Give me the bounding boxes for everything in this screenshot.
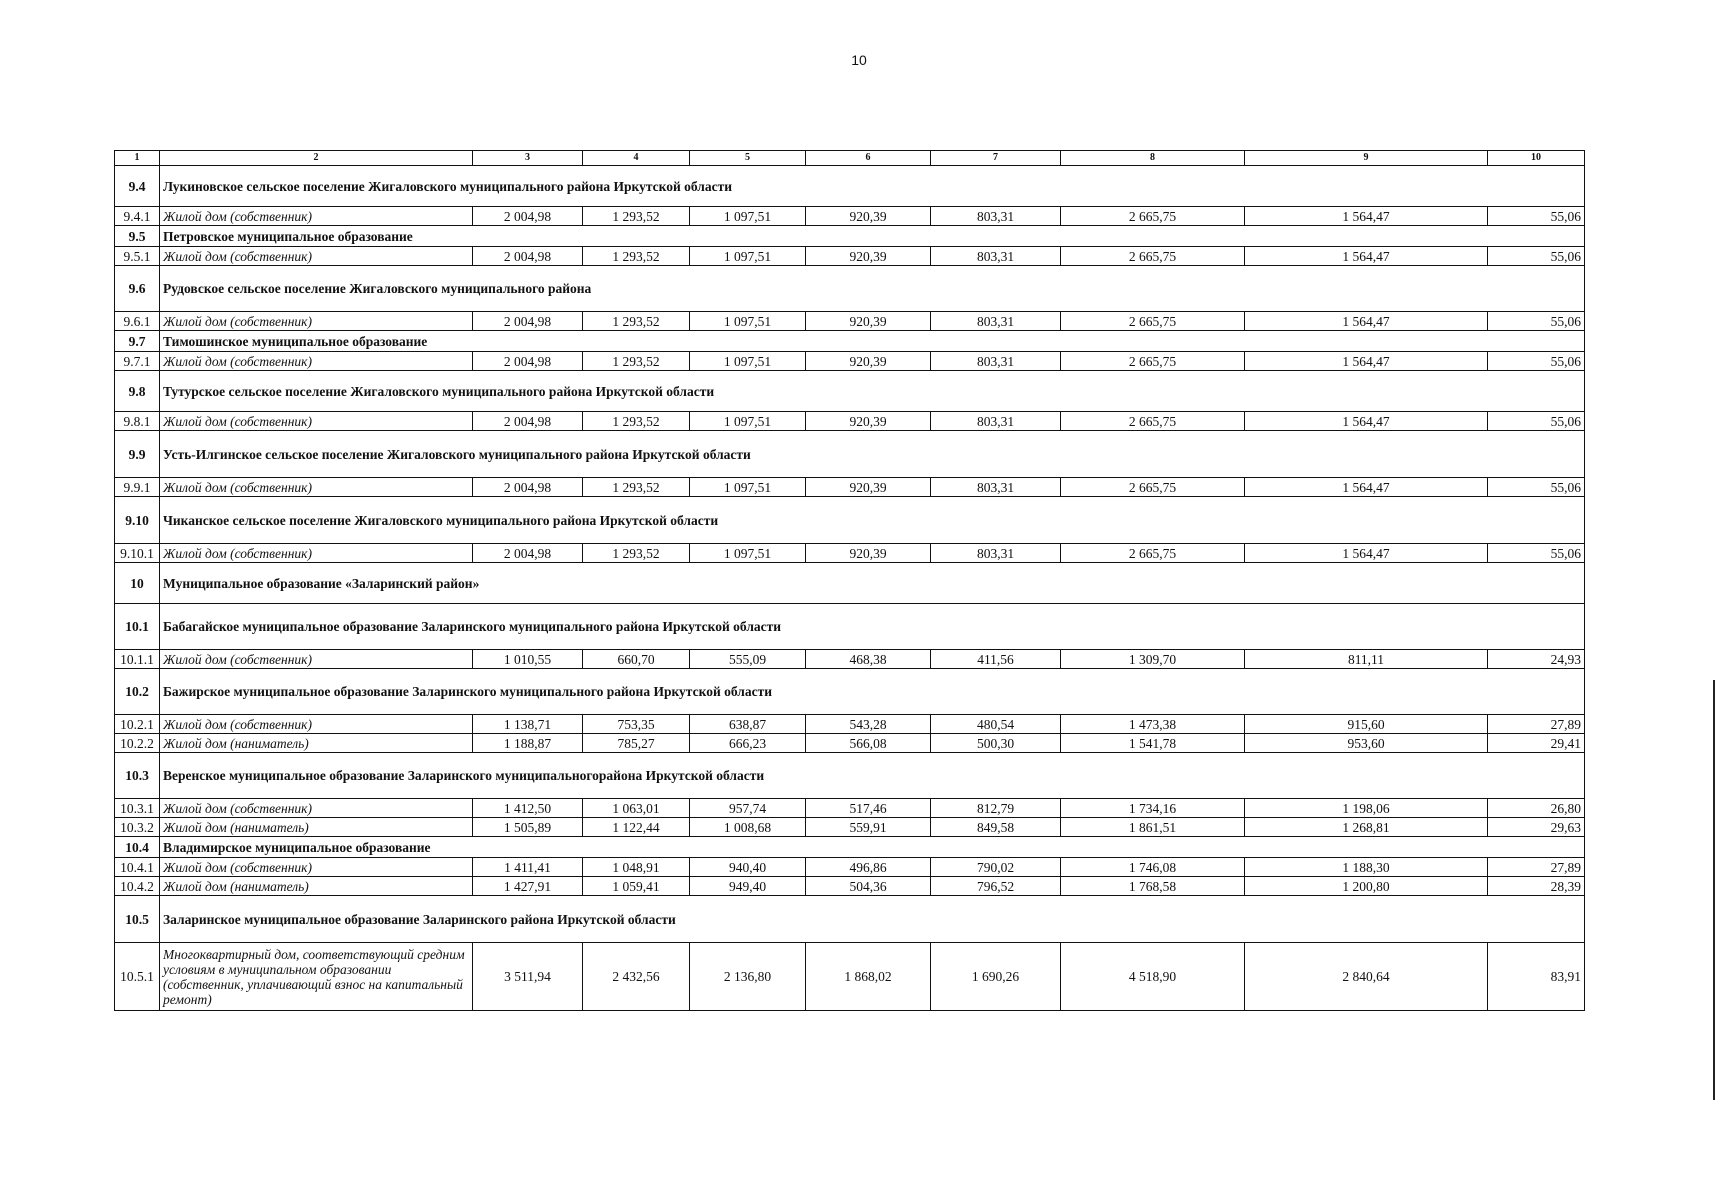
municipality-name: Бабагайское муниципальное образование Заларинского муниципального района Иркутской области: [160, 604, 1585, 650]
housing-type: Многоквартирный дом, соответствующий средним условиям в муниципальном образовании (собственник, уплачивающий взнос на капитальный ремонт): [160, 943, 473, 1011]
section-row: [115, 266, 1585, 312]
municipality-name: Веренское муниципальное образование Заларинского муниципальногорайона Иркутской области: [160, 753, 1585, 799]
value-cell: 1 861,51: [1061, 818, 1245, 837]
table-row: [115, 544, 1585, 563]
column-number-header: 8: [1061, 151, 1245, 166]
value-cell: 2 004,98: [473, 478, 583, 497]
value-cell: 1 868,02: [806, 943, 931, 1011]
value-cell: 2 432,56: [583, 943, 690, 1011]
housing-type: Жилой дом (собственник): [160, 207, 473, 226]
value-cell: 811,11: [1245, 650, 1488, 669]
table-header-row: [115, 151, 1585, 166]
column-number-header: 3: [473, 151, 583, 166]
scan-edge-mark: [1713, 680, 1715, 1100]
row-code: 9.9: [115, 431, 160, 478]
row-code: 9.7: [115, 331, 160, 352]
value-cell: 803,31: [931, 412, 1061, 431]
value-cell: 1 097,51: [690, 412, 806, 431]
row-code: 10.4.2: [115, 877, 160, 896]
value-cell: 1 564,47: [1245, 352, 1488, 371]
row-code: 9.10.1: [115, 544, 160, 563]
row-code: 9.5.1: [115, 247, 160, 266]
municipality-name: Бажирское муниципальное образование Заларинского муниципального района Иркутской области: [160, 669, 1585, 715]
value-cell: 29,41: [1488, 734, 1585, 753]
value-cell: 1 010,55: [473, 650, 583, 669]
column-number-header: 9: [1245, 151, 1488, 166]
municipality-name: Рудовское сельское поселение Жигаловского муниципального района: [160, 266, 1585, 312]
value-cell: 1 048,91: [583, 858, 690, 877]
municipality-name: Тимошинское муниципальное образование: [160, 331, 1585, 352]
value-cell: 2 004,98: [473, 247, 583, 266]
value-cell: 1 293,52: [583, 478, 690, 497]
value-cell: 1 746,08: [1061, 858, 1245, 877]
value-cell: 2 840,64: [1245, 943, 1488, 1011]
municipality-name: Лукиновское сельское поселение Жигаловского муниципального района Иркутской области: [160, 166, 1585, 207]
table-row: [115, 650, 1585, 669]
row-code: 9.8: [115, 371, 160, 412]
row-code: 9.8.1: [115, 412, 160, 431]
section-row: [115, 604, 1585, 650]
value-cell: 1 097,51: [690, 247, 806, 266]
value-cell: 26,80: [1488, 799, 1585, 818]
value-cell: 504,36: [806, 877, 931, 896]
value-cell: 4 518,90: [1061, 943, 1245, 1011]
value-cell: 638,87: [690, 715, 806, 734]
value-cell: 1 564,47: [1245, 312, 1488, 331]
value-cell: 1 097,51: [690, 312, 806, 331]
value-cell: 753,35: [583, 715, 690, 734]
row-code: 9.6: [115, 266, 160, 312]
value-cell: 27,89: [1488, 858, 1585, 877]
value-cell: 496,86: [806, 858, 931, 877]
housing-type: Жилой дом (собственник): [160, 247, 473, 266]
value-cell: 920,39: [806, 207, 931, 226]
value-cell: 957,74: [690, 799, 806, 818]
row-code: 10.2.2: [115, 734, 160, 753]
value-cell: 411,56: [931, 650, 1061, 669]
value-cell: 790,02: [931, 858, 1061, 877]
value-cell: 555,09: [690, 650, 806, 669]
row-code: 10.3.2: [115, 818, 160, 837]
municipality-name: Чиканское сельское поселение Жигаловского муниципального района Иркутской области: [160, 497, 1585, 544]
row-code: 10: [115, 563, 160, 604]
value-cell: 920,39: [806, 352, 931, 371]
column-number-header: 7: [931, 151, 1061, 166]
municipality-name: Петровское муниципальное образование: [160, 226, 1585, 247]
housing-type: Жилой дом (наниматель): [160, 818, 473, 837]
value-cell: 920,39: [806, 312, 931, 331]
section-row: [115, 226, 1585, 247]
value-cell: 1 188,30: [1245, 858, 1488, 877]
housing-type: Жилой дом (собственник): [160, 544, 473, 563]
value-cell: 1 505,89: [473, 818, 583, 837]
table-row: [115, 799, 1585, 818]
value-cell: 468,38: [806, 650, 931, 669]
value-cell: 803,31: [931, 544, 1061, 563]
housing-type: Жилой дом (собственник): [160, 650, 473, 669]
row-code: 10.1: [115, 604, 160, 650]
row-code: 10.4: [115, 837, 160, 858]
section-row: [115, 431, 1585, 478]
section-row: [115, 371, 1585, 412]
value-cell: 1 188,87: [473, 734, 583, 753]
column-number-header: 2: [160, 151, 473, 166]
value-cell: 1 768,58: [1061, 877, 1245, 896]
table-row: [115, 312, 1585, 331]
section-row: [115, 896, 1585, 943]
value-cell: 55,06: [1488, 478, 1585, 497]
value-cell: 543,28: [806, 715, 931, 734]
value-cell: 1 564,47: [1245, 478, 1488, 497]
tariff-table: [114, 150, 1585, 1011]
value-cell: 1 293,52: [583, 352, 690, 371]
section-row: [115, 166, 1585, 207]
value-cell: 1 690,26: [931, 943, 1061, 1011]
value-cell: 24,93: [1488, 650, 1585, 669]
value-cell: 2 004,98: [473, 544, 583, 563]
value-cell: 1 427,91: [473, 877, 583, 896]
value-cell: 915,60: [1245, 715, 1488, 734]
value-cell: 803,31: [931, 247, 1061, 266]
section-row: [115, 669, 1585, 715]
table-row: [115, 207, 1585, 226]
value-cell: 2 665,75: [1061, 544, 1245, 563]
value-cell: 27,89: [1488, 715, 1585, 734]
row-code: 9.4.1: [115, 207, 160, 226]
section-row: [115, 331, 1585, 352]
value-cell: 849,58: [931, 818, 1061, 837]
value-cell: 1 564,47: [1245, 247, 1488, 266]
value-cell: 1 564,47: [1245, 544, 1488, 563]
section-row: [115, 753, 1585, 799]
value-cell: 1 122,44: [583, 818, 690, 837]
value-cell: 55,06: [1488, 207, 1585, 226]
value-cell: 1 293,52: [583, 247, 690, 266]
row-code: 10.2.1: [115, 715, 160, 734]
value-cell: 55,06: [1488, 247, 1585, 266]
row-code: 10.5.1: [115, 943, 160, 1011]
value-cell: 1 097,51: [690, 352, 806, 371]
value-cell: 1 097,51: [690, 207, 806, 226]
column-number-header: 1: [115, 151, 160, 166]
housing-type: Жилой дом (собственник): [160, 858, 473, 877]
value-cell: 803,31: [931, 352, 1061, 371]
value-cell: 2 665,75: [1061, 412, 1245, 431]
value-cell: 803,31: [931, 478, 1061, 497]
row-code: 10.4.1: [115, 858, 160, 877]
value-cell: 1 198,06: [1245, 799, 1488, 818]
value-cell: 2 665,75: [1061, 352, 1245, 371]
value-cell: 920,39: [806, 544, 931, 563]
column-number-header: 5: [690, 151, 806, 166]
municipality-name: Тутурское сельское поселение Жигаловского муниципального района Иркутской области: [160, 371, 1585, 412]
row-code: 10.1.1: [115, 650, 160, 669]
municipality-name: Муниципальное образование «Заларинский район»: [160, 563, 1585, 604]
value-cell: 1 412,50: [473, 799, 583, 818]
municipality-name: Усть-Илгинское сельское поселение Жигаловского муниципального района Иркутской области: [160, 431, 1585, 478]
municipality-name: Заларинское муниципальное образование Заларинского района Иркутской области: [160, 896, 1585, 943]
value-cell: 500,30: [931, 734, 1061, 753]
section-row: [115, 837, 1585, 858]
table-row: [115, 352, 1585, 371]
value-cell: 1 097,51: [690, 544, 806, 563]
value-cell: 953,60: [1245, 734, 1488, 753]
value-cell: 2 665,75: [1061, 247, 1245, 266]
municipality-name: Владимирское муниципальное образование: [160, 837, 1585, 858]
value-cell: 517,46: [806, 799, 931, 818]
column-number-header: 4: [583, 151, 690, 166]
value-cell: 1 734,16: [1061, 799, 1245, 818]
value-cell: 55,06: [1488, 312, 1585, 331]
value-cell: 1 138,71: [473, 715, 583, 734]
value-cell: 1 541,78: [1061, 734, 1245, 753]
housing-type: Жилой дом (наниматель): [160, 877, 473, 896]
row-code: 9.4: [115, 166, 160, 207]
value-cell: 55,06: [1488, 544, 1585, 563]
value-cell: 1 564,47: [1245, 207, 1488, 226]
table-row: [115, 943, 1585, 1011]
value-cell: 1 063,01: [583, 799, 690, 818]
value-cell: 920,39: [806, 412, 931, 431]
section-row: [115, 497, 1585, 544]
row-code: 9.9.1: [115, 478, 160, 497]
table-row: [115, 715, 1585, 734]
housing-type: Жилой дом (собственник): [160, 412, 473, 431]
value-cell: 785,27: [583, 734, 690, 753]
value-cell: 812,79: [931, 799, 1061, 818]
value-cell: 1 293,52: [583, 412, 690, 431]
value-cell: 3 511,94: [473, 943, 583, 1011]
row-code: 9.10: [115, 497, 160, 544]
value-cell: 566,08: [806, 734, 931, 753]
housing-type: Жилой дом (собственник): [160, 715, 473, 734]
housing-type: Жилой дом (собственник): [160, 312, 473, 331]
table-row: [115, 858, 1585, 877]
section-row: [115, 563, 1585, 604]
value-cell: 660,70: [583, 650, 690, 669]
page-number: 10: [851, 52, 867, 68]
table-row: [115, 412, 1585, 431]
value-cell: 2 665,75: [1061, 312, 1245, 331]
value-cell: 1 008,68: [690, 818, 806, 837]
table-row: [115, 247, 1585, 266]
housing-type: Жилой дом (собственник): [160, 352, 473, 371]
value-cell: 55,06: [1488, 412, 1585, 431]
row-code: 10.3: [115, 753, 160, 799]
value-cell: 920,39: [806, 478, 931, 497]
value-cell: 2 004,98: [473, 312, 583, 331]
column-number-header: 6: [806, 151, 931, 166]
value-cell: 1 268,81: [1245, 818, 1488, 837]
housing-type: Жилой дом (собственник): [160, 478, 473, 497]
table-row: [115, 478, 1585, 497]
value-cell: 1 309,70: [1061, 650, 1245, 669]
table-row: [115, 818, 1585, 837]
housing-type: Жилой дом (наниматель): [160, 734, 473, 753]
value-cell: 2 665,75: [1061, 207, 1245, 226]
value-cell: 803,31: [931, 207, 1061, 226]
value-cell: 28,39: [1488, 877, 1585, 896]
row-code: 9.5: [115, 226, 160, 247]
value-cell: 1 293,52: [583, 312, 690, 331]
value-cell: 2 004,98: [473, 352, 583, 371]
value-cell: 559,91: [806, 818, 931, 837]
value-cell: 83,91: [1488, 943, 1585, 1011]
row-code: 10.2: [115, 669, 160, 715]
value-cell: 666,23: [690, 734, 806, 753]
value-cell: 940,40: [690, 858, 806, 877]
value-cell: 1 293,52: [583, 544, 690, 563]
value-cell: 1 097,51: [690, 478, 806, 497]
row-code: 9.7.1: [115, 352, 160, 371]
table-row: [115, 734, 1585, 753]
value-cell: 796,52: [931, 877, 1061, 896]
value-cell: 1 411,41: [473, 858, 583, 877]
value-cell: 2 665,75: [1061, 478, 1245, 497]
value-cell: 29,63: [1488, 818, 1585, 837]
value-cell: 480,54: [931, 715, 1061, 734]
row-code: 9.6.1: [115, 312, 160, 331]
housing-type: Жилой дом (собственник): [160, 799, 473, 818]
value-cell: 2 004,98: [473, 412, 583, 431]
value-cell: 1 473,38: [1061, 715, 1245, 734]
value-cell: 920,39: [806, 247, 931, 266]
table-row: [115, 877, 1585, 896]
column-number-header: 10: [1488, 151, 1585, 166]
value-cell: 1 059,41: [583, 877, 690, 896]
value-cell: 2 136,80: [690, 943, 806, 1011]
row-code: 10.3.1: [115, 799, 160, 818]
value-cell: 1 200,80: [1245, 877, 1488, 896]
value-cell: 2 004,98: [473, 207, 583, 226]
value-cell: 949,40: [690, 877, 806, 896]
value-cell: 1 293,52: [583, 207, 690, 226]
value-cell: 1 564,47: [1245, 412, 1488, 431]
value-cell: 55,06: [1488, 352, 1585, 371]
row-code: 10.5: [115, 896, 160, 943]
value-cell: 803,31: [931, 312, 1061, 331]
